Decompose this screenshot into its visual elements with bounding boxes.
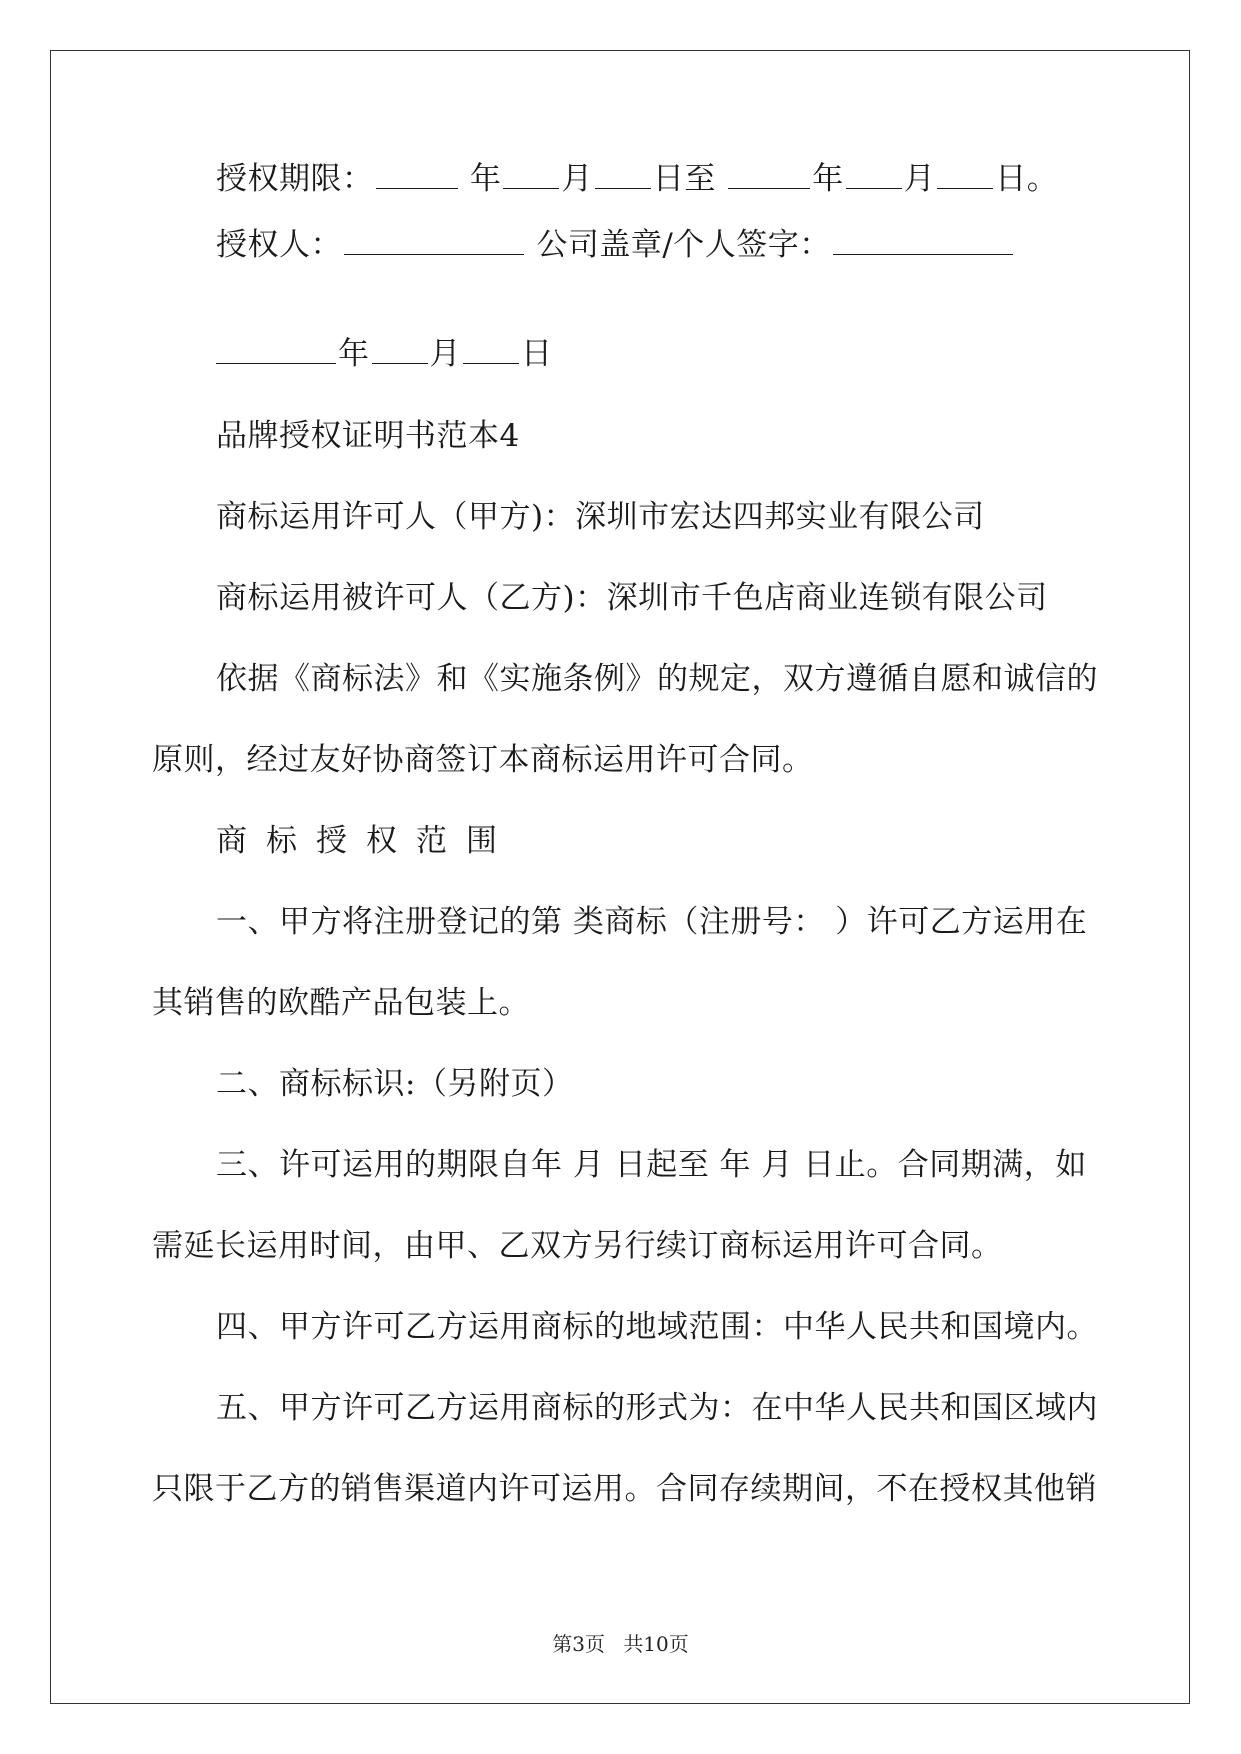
clause-1-line-1: 一、甲方将注册登记的第 类商标（注册号： ）许可乙方运用在 — [216, 904, 1088, 940]
blank-field — [372, 333, 428, 364]
authorization-period-line — [216, 158, 1101, 199]
clause-2: 二、商标标识:（另附页） — [216, 1066, 574, 1102]
intro-line-1: 依据《商标法》和《实施条例》的规定，双方遵循自愿和诚信的 — [216, 661, 1098, 697]
licensor-line: 商标运用许可人（甲方)：深圳市宏达四邦实业有限公司 — [216, 499, 985, 535]
month-label: 月 — [903, 161, 936, 197]
blank-field — [833, 224, 1013, 255]
clause-5-line-1: 五、甲方许可乙方运用商标的形式为：在中华人民共和国区域内 — [216, 1390, 1098, 1426]
year-label: 年 — [812, 161, 844, 197]
clause-3-line-1: 三、许可运用的期限自年 月 日起至 年 月 日止。合同期满，如 — [216, 1147, 1087, 1183]
blank-field — [937, 158, 993, 189]
clause-1-line-2: 其销售的欧酷产品包装上。 — [152, 985, 530, 1021]
month-label: 月 — [561, 161, 593, 197]
section-title: 品牌授权证明书范本4 — [216, 418, 520, 454]
blank-field — [463, 333, 519, 364]
intro-line-2: 原则，经过友好协商签订本商标运用许可合同。 — [152, 742, 814, 778]
blank-field — [503, 158, 559, 189]
blank-field — [376, 158, 458, 189]
blank-field — [595, 158, 651, 189]
day-to-label: 日至 — [652, 161, 716, 197]
page-total: 共10页 — [623, 1632, 689, 1656]
blank-field — [344, 224, 524, 255]
clause-3-line-2: 需延长运用时间，由甲、乙双方另行续订商标运用许可合同。 — [152, 1228, 1003, 1264]
year-label: 年 — [338, 336, 370, 372]
page-number: 第3页 — [552, 1632, 605, 1656]
page-border — [50, 50, 1190, 1704]
licensee-line: 商标运用被许可人（乙方)：深圳市千色店商业连锁有限公司 — [216, 580, 1048, 616]
day-end-label: 日。 — [995, 161, 1059, 197]
blank-field — [216, 333, 336, 364]
authorizer-line — [216, 224, 1101, 265]
page-footer — [0, 1632, 1241, 1656]
clause-4: 四、甲方许可乙方运用商标的地域范围：中华人民共和国境内。 — [216, 1309, 1098, 1345]
day-label: 日 — [521, 336, 553, 372]
month-label: 月 — [429, 336, 461, 372]
blank-field — [846, 158, 902, 189]
clause-5-line-2: 只限于乙方的销售渠道内许可运用。合同存续期间，不在授权其他销 — [152, 1471, 1097, 1507]
scope-heading: 商标授权范围 — [216, 823, 516, 859]
authorization-period-label: 授权期限： — [216, 161, 374, 197]
year-label: 年 — [469, 161, 502, 197]
date-line — [216, 333, 1101, 374]
authorizer-label: 授权人： — [216, 227, 342, 263]
seal-label: 公司盖章/个人签字： — [536, 227, 831, 263]
blank-field — [728, 158, 810, 189]
